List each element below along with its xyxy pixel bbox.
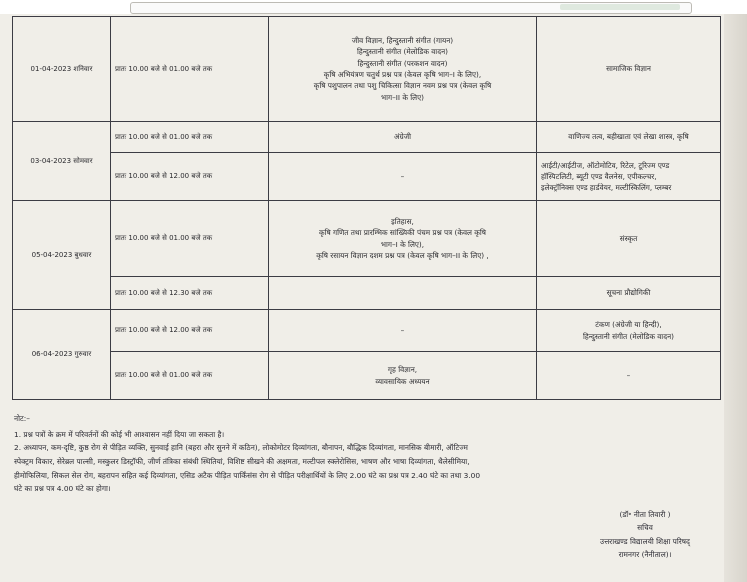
table-row bbox=[13, 17, 721, 122]
signatory-name: (डॉ॰ नीता तिवारी ) bbox=[619, 510, 671, 519]
note-item: हीमोफिलिया, सिकल सेल रोग, बहरापन सहित कई दिव्यांगता, एसिड अटैक पीड़ित पार्किंसंस रोग से पीड़ित परीक्षार्थियों के लिए 2.00 घंटे का प्रश्न पत्र 2.40 घंटे का तथा 3.00 bbox=[14, 470, 481, 480]
exam-time: प्रातः 10.00 बजे से 01.00 बजे तक bbox=[111, 352, 269, 400]
subject-line: इलेक्ट्रॉनिक्स एण्ड हार्डवेयर, मल्टीस्किलिंग, प्लम्बर bbox=[541, 183, 672, 193]
subject-line: कृषि रसायन विज्ञान दशम प्रश्न पत्र (केवल कृषि भाग–II के लिए) , bbox=[316, 250, 489, 260]
page-edge-shadow bbox=[724, 14, 747, 582]
exam-time: प्रातः 10.00 बजे से 01.00 बजे तक bbox=[111, 122, 269, 153]
subject-line: व्यावसायिक अध्ययन bbox=[375, 376, 430, 386]
subject-line: इतिहास, bbox=[391, 216, 414, 226]
subjects-cell: सामाजिक विज्ञान bbox=[537, 17, 721, 122]
subject-line: हॉस्पिटलिटी, ब्यूटी एण्ड वैलनेस, एपीकल्चर, bbox=[541, 171, 657, 181]
subjects-cell bbox=[537, 153, 721, 201]
subjects-cell bbox=[537, 310, 721, 352]
subjects-cell: सूचना प्रौद्योगिकी bbox=[537, 277, 721, 310]
table-row bbox=[13, 277, 721, 310]
subject-line: कृषि गणित तथा प्रारम्भिक सांख्यिकी पंचम प्रश्न पत्र (केवल कृषि bbox=[318, 228, 487, 238]
note-item: 2. अध्यापन, कम-दृष्टि, कुष्ठ रोग से पीड़ित व्यक्ति, सुनवाई हानि (बहरा और सुनने में कठिन), लोकोमोटर दिव्यांगता, बौनापन, बौद्धिक दिव्यांगता, मानसिक बीमारी, ऑटिज्म bbox=[14, 443, 468, 453]
notes-heading: नोट:– bbox=[14, 414, 30, 423]
exam-time: प्रातः 10.00 बजे से 12.00 बजे तक bbox=[111, 153, 269, 201]
exam-date: 03-04-2023 सोमवार bbox=[13, 122, 111, 201]
exam-date: 05-04-2023 बुधवार bbox=[13, 201, 111, 310]
subject-line: कृषि अभियंत्रण चतुर्थ प्रश्न पत्र (केवल कृषि भाग–I के लिए), bbox=[323, 70, 482, 79]
table-row bbox=[13, 201, 721, 277]
table-row bbox=[13, 352, 721, 400]
signatory-office: उत्तराखण्ड विद्यालयी शिक्षा परिषद् bbox=[600, 536, 690, 546]
subjects-cell: वाणिज्य तत्व, बहीखाता एवं लेखा शास्त्र, कृषि bbox=[537, 122, 721, 153]
subject-line: हिन्दुस्तानी संगीत (मेलोडिक वादन) bbox=[357, 47, 448, 57]
subjects-cell bbox=[269, 352, 537, 400]
subjects-cell: – bbox=[269, 153, 537, 201]
exam-schedule-table bbox=[12, 16, 721, 400]
subject-line: कृषि पशुपालन तथा पशु चिकित्सा विज्ञान नवम प्रश्न पत्र (केवल कृषि bbox=[313, 81, 492, 91]
signatory-place: रामनगर (नैनीताल)। bbox=[618, 549, 672, 559]
table-row bbox=[13, 153, 721, 201]
subjects-cell bbox=[269, 277, 537, 310]
table-row bbox=[13, 122, 721, 153]
note-item: स्पेक्ट्रम विकार, सेरेब्रल पाल्सी, मस्कुलर डिस्ट्रॉफी, जीर्ण तंत्रिका संबंधी स्थितियां, विशिष्ट सीखने की अक्षमता, मल्टीपल स्क्लेरोसिस, भाषण और भाषा दिव्यांगता, थैलेसीमिया, bbox=[14, 457, 470, 467]
note-item: 1. प्रश्न पत्रों के क्रम में परिवर्तनों की कोई भी आश्वासन नहीं दिया जा सकता है। bbox=[14, 429, 225, 439]
subjects-cell bbox=[269, 201, 537, 277]
subject-line: जीव विज्ञान, हिन्दुस्तानी संगीत (गायन) bbox=[351, 36, 454, 46]
subject-line: गृह विज्ञान, bbox=[387, 365, 418, 375]
exam-date: 01-04-2023 शनिवार bbox=[13, 17, 111, 122]
subjects-cell bbox=[269, 17, 537, 122]
scanned-document bbox=[0, 14, 747, 582]
subjects-cell: अंग्रेजी bbox=[269, 122, 537, 153]
subject-line: हिन्दुस्तानी संगीत (मेलोडिक वादन) bbox=[583, 331, 674, 341]
subjects-cell: – bbox=[269, 310, 537, 352]
exam-time: प्रातः 10.00 बजे से 12.30 बजे तक bbox=[111, 277, 269, 310]
subject-line: हिन्दुस्तानी संगीत (परकशन वादन) bbox=[357, 58, 448, 68]
exam-time: प्रातः 10.00 बजे से 12.00 बजे तक bbox=[111, 310, 269, 352]
table-row bbox=[13, 310, 721, 352]
exam-time: प्रातः 10.00 बजे से 01.00 बजे तक bbox=[111, 201, 269, 277]
subjects-cell: संस्कृत bbox=[537, 201, 721, 277]
subject-line: भाग–I के लिए), bbox=[380, 239, 425, 249]
subjects-cell: – bbox=[537, 352, 721, 400]
exam-date: 06-04-2023 गुरुवार bbox=[13, 310, 111, 400]
signature-block bbox=[560, 508, 730, 561]
scanner-banner bbox=[560, 4, 680, 10]
subject-line: भाग–II के लिए) bbox=[380, 92, 425, 102]
notes-section bbox=[14, 412, 724, 496]
exam-time: प्रातः 10.00 बजे से 01.00 बजे तक bbox=[111, 17, 269, 122]
subject-line: टंकण (अंग्रेजी या हिन्दी), bbox=[595, 320, 662, 330]
subject-line: आईटी/आईटीज, ऑटोमोटिव, रिटेल, टूरिज्म एण्ड bbox=[541, 160, 670, 170]
note-item: घंटे का प्रश्न पत्र 4.00 घंटे का होगा। bbox=[14, 484, 111, 494]
signatory-designation: सचिव bbox=[637, 523, 653, 533]
browser-topbar bbox=[0, 0, 747, 15]
